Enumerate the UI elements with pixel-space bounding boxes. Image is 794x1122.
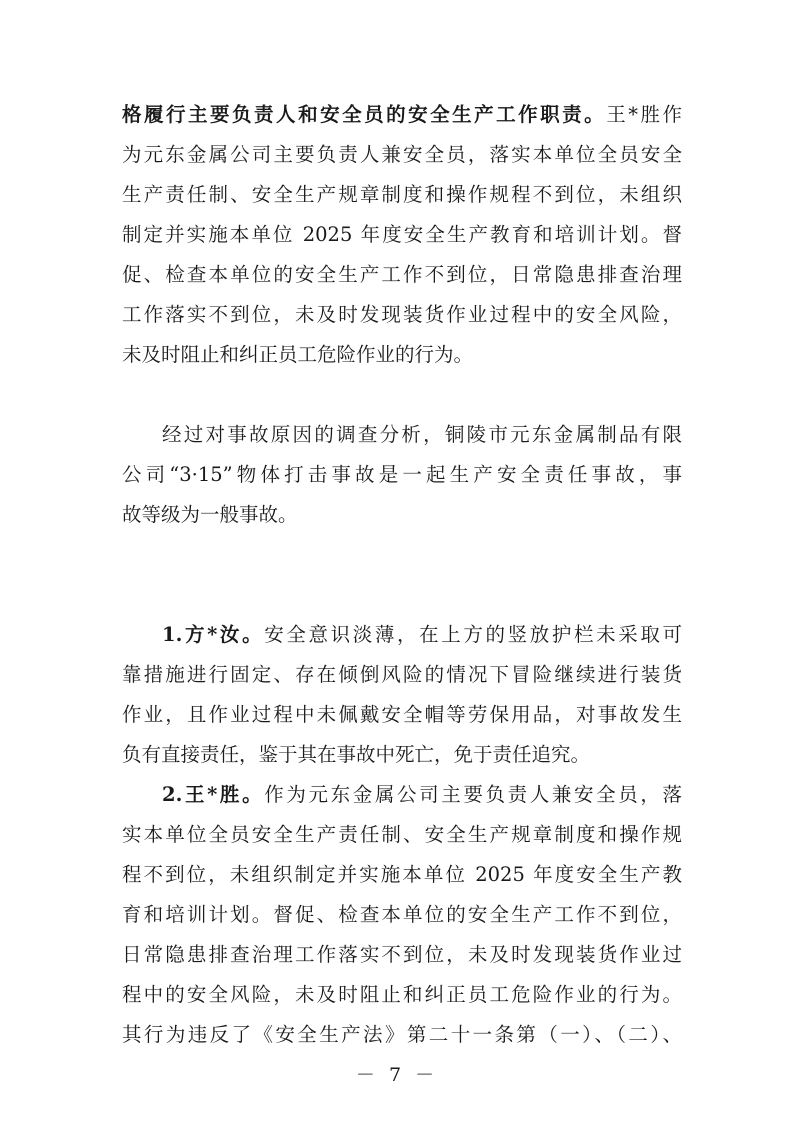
paragraph-line: 负有直接责任，鉴于其在事故中死亡，免于责任追究。 (122, 743, 591, 766)
paragraph-line (162, 615, 682, 655)
paragraph-line: 制定并实施本单位 2025 年度安全生产教育和培训计划。督 (122, 223, 682, 246)
item-label: 2.王*胜。 (162, 783, 265, 806)
paragraph-line: 程中的安全风险，未及时阻止和纠正员工危险作业的行为。 (122, 983, 682, 1006)
text-run: 作为元东金属公司主要负责人兼安全员，落 (264, 783, 682, 806)
bold-sentence: 格履行主要负责人和安全员的安全生产工作职责。 (122, 103, 607, 126)
paragraph-line: 经过对事故原因的调查分析，铜陵市元东金属制品有限 (162, 423, 682, 446)
paragraph-line: 其行为违反了《安全生产法》第二十一条第（一）、（二）、 (122, 1023, 682, 1046)
paragraph-line: 育和培训计划。督促、检查本单位的安全生产工作不到位， (122, 903, 682, 926)
item-label: 1.方*汝。 (162, 623, 265, 646)
paragraph-line: 促、检查本单位的安全生产工作不到位，日常隐患排查治理 (122, 263, 682, 286)
paragraph-line: 靠措施进行固定、存在倾倒风险的情况下冒险继续进行装货 (122, 663, 682, 686)
paragraph-line: 为元东金属公司主要负责人兼安全员，落实本单位全员安全 (122, 143, 682, 166)
paragraph-line: 日常隐患排查治理工作落实不到位，未及时发现装货作业过 (122, 943, 682, 966)
paragraph-line: 实本单位全员安全生产责任制、安全生产规章制度和操作规 (122, 823, 682, 846)
paragraph-line: 公司“3·15”物体打击事故是一起生产安全责任事故，事 (122, 463, 682, 486)
paragraph-line: 未及时阻止和纠正员工危险作业的行为。 (122, 343, 474, 366)
paragraph-line: 程不到位，未组织制定并实施本单位 2025 年度安全生产教 (122, 863, 682, 886)
paragraph-line (162, 775, 682, 815)
text-run: 王*胜作 (606, 103, 682, 126)
paragraph-line: 故等级为一般事故。 (122, 503, 298, 526)
paragraph-line: 工作落实不到位，未及时发现装货作业过程中的安全风险， (122, 303, 682, 326)
paragraph-line: 作业，且作业过程中未佩戴安全帽等劳保用品，对事故发生 (122, 703, 682, 726)
text-run: 安全意识淡薄，在上方的竖放护栏未采取可 (264, 623, 682, 646)
paragraph-line (122, 95, 682, 135)
page-number: － 7 － (355, 1064, 439, 1086)
paragraph-line: 生产责任制、安全生产规章制度和操作规程不到位，未组织 (122, 183, 682, 206)
